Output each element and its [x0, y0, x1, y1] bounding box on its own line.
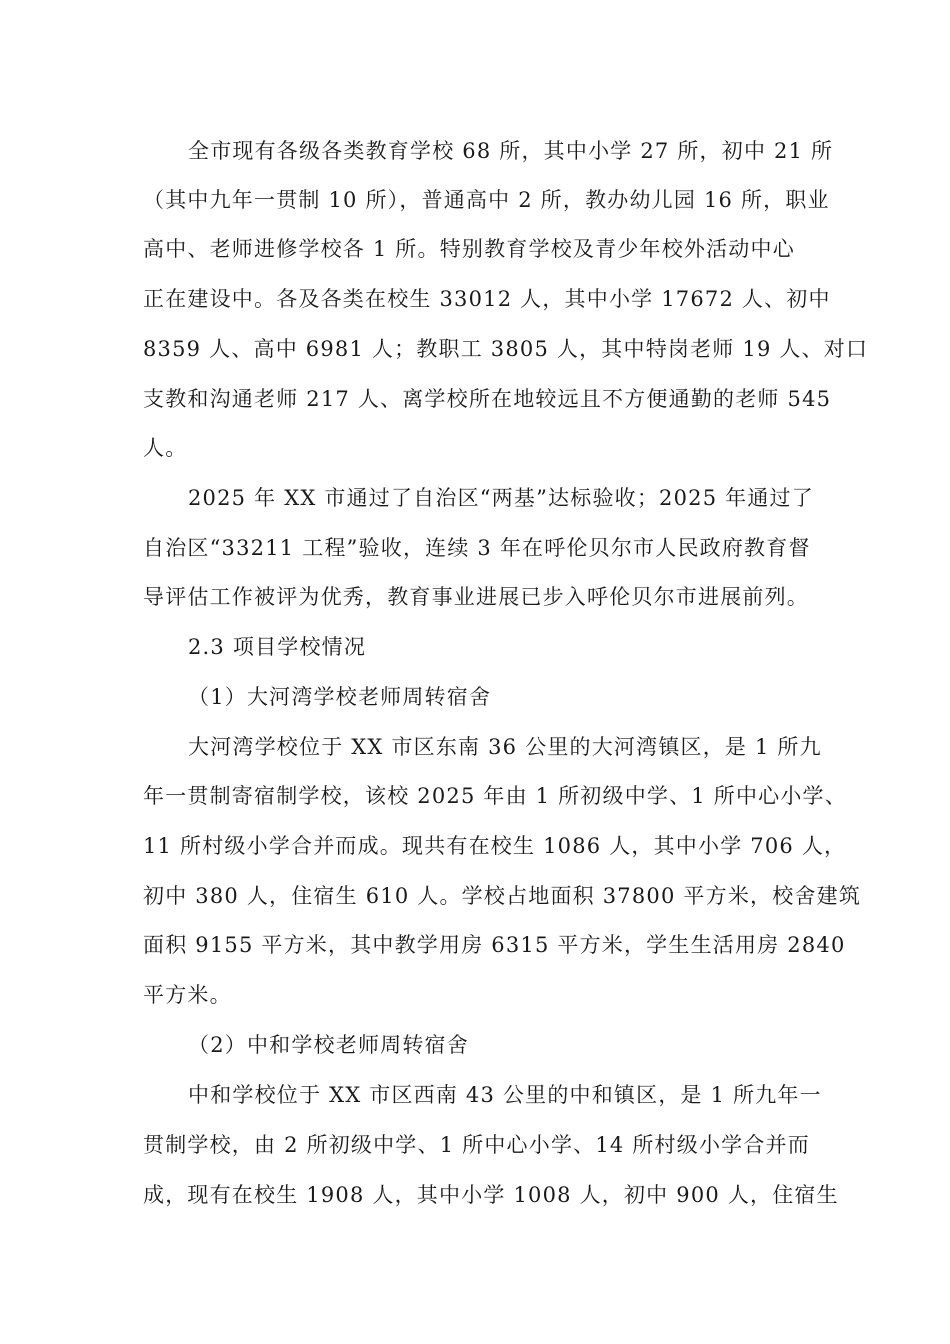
paragraph-1-line-1: 全市现有各级各类教育学校 68 所，其中小学 27 所，初中 21 所 [188, 139, 834, 163]
paragraph-3-line-4: 初中 380 人，住宿生 610 人。学校占地面积 37800 平方米，校舍建筑 [143, 884, 862, 908]
paragraph-1-line-4: 正在建设中。各及各类在校生 33012 人，其中小学 17672 人、初中 [143, 287, 831, 311]
subheading-1: （1）大河湾学校老师周转宿舍 [188, 685, 492, 709]
paragraph-2-line-3: 导评估工作被评为优秀，教育事业进展已步入呼伦贝尔市进展前列。 [143, 585, 809, 609]
paragraph-2-line-2: 自治区“33211 工程”验收，连续 3 年在呼伦贝尔市人民政府教育督 [143, 536, 811, 560]
paragraph-2-line-1: 2025 年 XX 市通过了自治区“两基”达标验收；2025 年通过了 [188, 486, 814, 510]
paragraph-4-line-1: 中和学校位于 XX 市区西南 43 公里的中和镇区，是 1 所九年一 [188, 1083, 822, 1107]
subheading-2: （2）中和学校老师周转宿舍 [188, 1033, 469, 1057]
paragraph-3-line-3: 11 所村级小学合并而成。现共有在校生 1086 人，其中小学 706 人， [143, 834, 847, 858]
paragraph-3-line-6: 平方米。 [143, 983, 232, 1007]
paragraph-1-line-7: 人。 [143, 436, 188, 460]
paragraph-1-line-5: 8359 人、高中 6981 人；教职工 3805 人，其中特岗老师 19 人、对口 [143, 337, 869, 361]
paragraph-1-line-6: 支教和沟通老师 217 人、离学校所在地较远且不方便通勤的老师 545 [143, 387, 832, 411]
paragraph-4-line-2: 贯制学校，由 2 所初级中学、1 所中心小学、14 所村级小学合并而 [143, 1133, 810, 1157]
paragraph-1-line-2: （其中九年一贯制 10 所），普通高中 2 所，教办幼儿园 16 所，职业 [143, 188, 830, 212]
paragraph-3-line-5: 面积 9155 平方米，其中教学用房 6315 平方米，学生生活用房 2840 [143, 933, 846, 957]
paragraph-4-line-3: 成，现有在校生 1908 人，其中小学 1008 人，初中 900 人，住宿生 [143, 1183, 839, 1207]
paragraph-1-line-3: 高中、老师进修学校各 1 所。特别教育学校及青少年校外活动中心 [143, 237, 795, 261]
paragraph-3-line-1: 大河湾学校位于 XX 市区东南 36 公里的大河湾镇区，是 1 所九 [188, 735, 822, 759]
paragraph-3-line-2: 年一贯制寄宿制学校，该校 2025 年由 1 所初级中学、1 所中心小学、 [143, 784, 847, 808]
section-heading: 2.3 项目学校情况 [188, 635, 367, 659]
